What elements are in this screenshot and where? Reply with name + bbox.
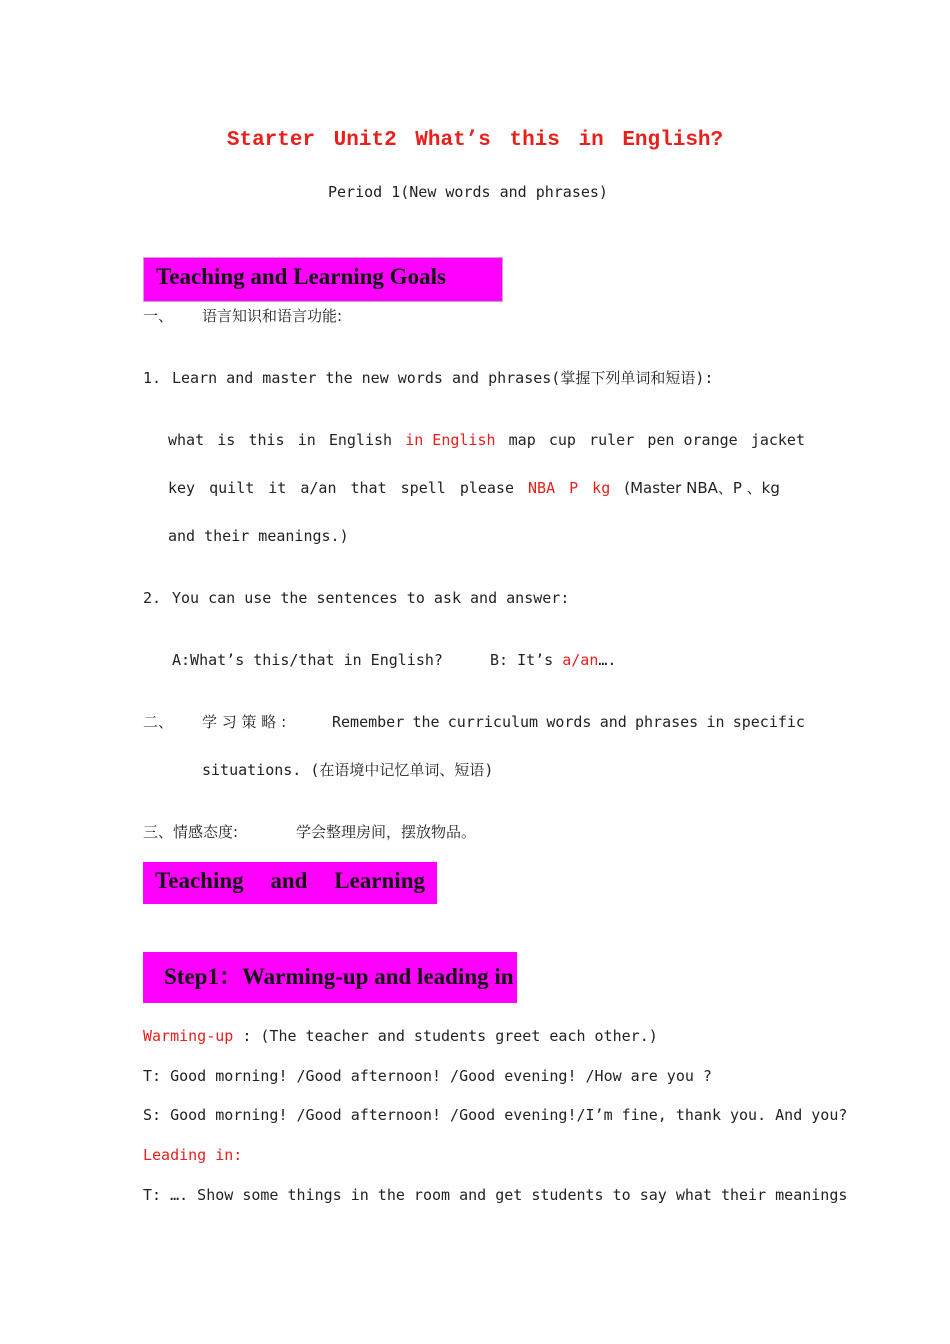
- warmup-label: Warming-up: [143, 1027, 234, 1045]
- section2-line-2: situations. (在语境中记忆单词、短语): [202, 761, 494, 779]
- vocab-word: this: [248, 431, 285, 449]
- vocab-line-2: [168, 478, 780, 498]
- vocab-word-highlight: NBA: [528, 479, 556, 497]
- dialog-answer-prefix: B: It’s: [490, 651, 563, 669]
- dialog-answer-suffix: ….: [598, 651, 617, 669]
- section3-text: 学会整理房间，摆放物品。: [296, 823, 477, 841]
- vocab-word: English: [328, 431, 393, 449]
- section2-label: 学 习 策 略 :: [202, 713, 287, 731]
- dialog-question: A:What’s this/that in English?: [172, 651, 443, 669]
- vocab-note: (Master NBA、P 、kg: [624, 479, 780, 497]
- vocab-line-1: [168, 430, 805, 450]
- vocab-word: cup: [548, 431, 576, 449]
- strategy-word: and: [599, 713, 627, 731]
- strategy-word: words: [546, 713, 592, 731]
- vocab-word-highlight: kg: [592, 479, 611, 497]
- banner-word: Learning: [334, 868, 425, 893]
- goals-banner: Teaching and Learning Goals: [143, 257, 503, 302]
- teacher-greeting: T: Good morning! /Good afternoon! /Good evening! /How are you ?: [143, 1067, 712, 1085]
- item2-number: 2.: [143, 589, 162, 607]
- warmup-line: [143, 1026, 658, 1046]
- step1-banner: Step1：Warming-up and leading in: [143, 952, 517, 1003]
- item1-text: Learn and master the new words and phrases(掌握下列单词和短语):: [172, 369, 714, 387]
- section3-label: 三、情感态度:: [143, 823, 239, 841]
- document-title: Starter Unit2 What’s this in English?: [226, 129, 724, 152]
- vocab-word: please: [459, 479, 514, 497]
- vocab-word: map: [508, 431, 536, 449]
- section2-number: 二、: [143, 713, 174, 731]
- document-subtitle: Period 1(New words and phrases): [328, 183, 608, 201]
- section2-line-1: [332, 712, 805, 732]
- dialog-answer-article: a/an: [562, 651, 599, 669]
- strategy-word: phrases: [635, 713, 699, 731]
- strategy-word: the: [412, 713, 440, 731]
- vocab-word: in: [297, 431, 316, 449]
- teacher-instruction: T: …. Show some things in the room and get students to say what their meanings: [143, 1186, 848, 1204]
- section1-number: 一、: [143, 307, 174, 325]
- vocab-word-highlight: in English: [405, 431, 496, 449]
- vocab-word: key: [168, 479, 196, 497]
- strategy-word: specific: [732, 713, 805, 731]
- banner-word: and: [270, 868, 308, 893]
- item1-number: 1.: [143, 369, 162, 387]
- strategy-word: in: [706, 713, 725, 731]
- item2-text: You can use the sentences to ask and answer:: [172, 589, 570, 607]
- leading-in-label: Leading in:: [143, 1146, 243, 1164]
- strategy-word: Remember: [332, 713, 405, 731]
- vocab-word: quilt: [209, 479, 255, 497]
- banner-word: Teaching: [155, 868, 244, 893]
- strategy-word: curriculum: [447, 713, 539, 731]
- student-greeting: S: Good morning! /Good afternoon! /Good evening!/I’m fine, thank you. And you?: [143, 1106, 848, 1124]
- vocab-word: spell: [400, 479, 446, 497]
- vocab-line-3: and their meanings.): [168, 527, 349, 545]
- vocab-word: that: [350, 479, 387, 497]
- vocab-word: pen orange: [647, 431, 738, 449]
- section1-label: 语言知识和语言功能:: [202, 307, 343, 325]
- vocab-word: it: [268, 479, 287, 497]
- vocab-word: a/an: [300, 479, 337, 497]
- teaching-learning-banner: [143, 862, 437, 904]
- warmup-text: : (The teacher and students greet each other.): [233, 1027, 658, 1045]
- dialog-answer: [490, 650, 616, 670]
- vocab-word-highlight: P: [569, 479, 579, 497]
- vocab-word: ruler: [589, 431, 635, 449]
- vocab-word: jacket: [750, 431, 805, 449]
- vocab-word: is: [217, 431, 236, 449]
- vocab-word: what: [168, 431, 205, 449]
